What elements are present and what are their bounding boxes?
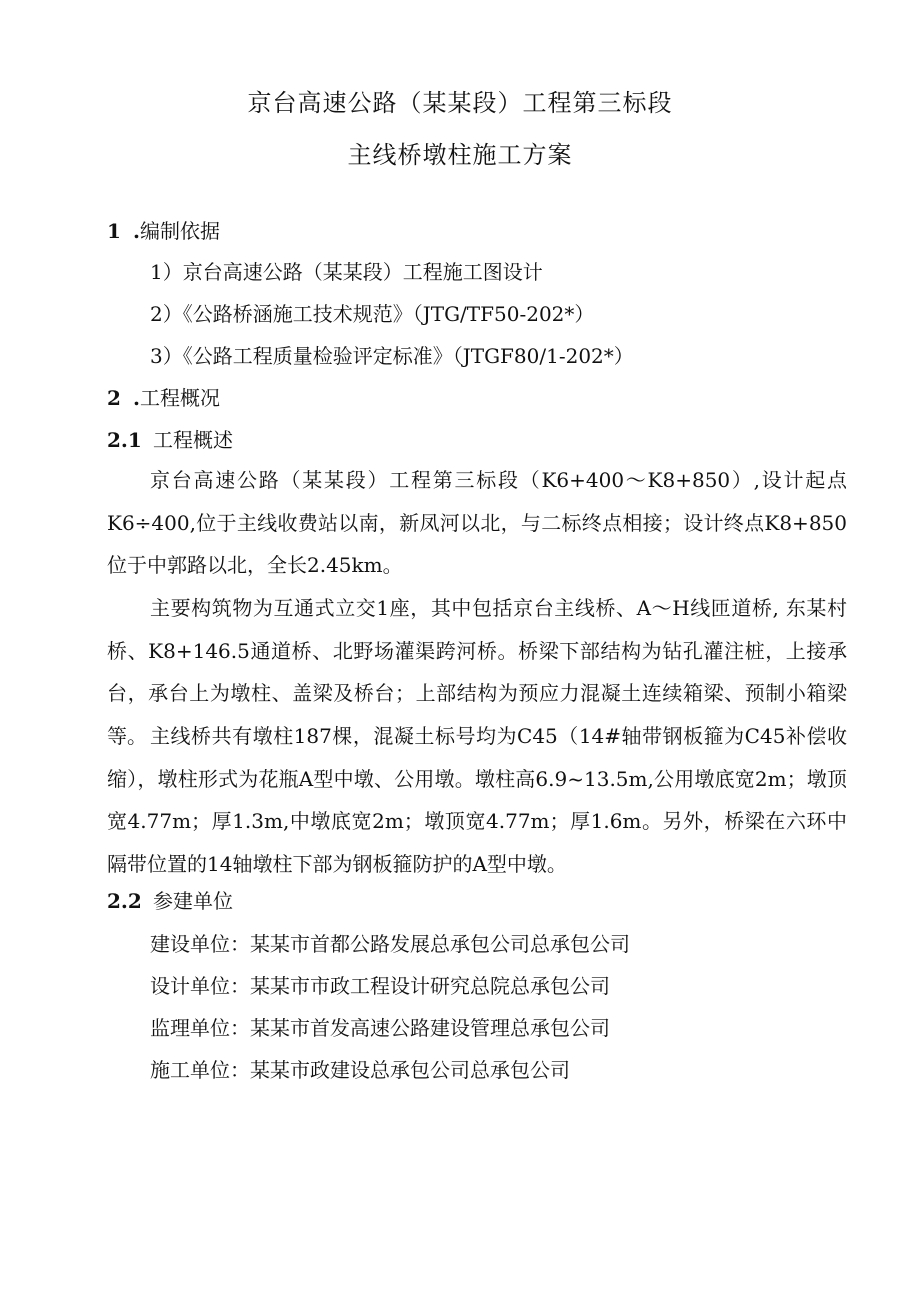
- section-2-1-heading: [107, 427, 233, 453]
- basis-item: 2）《公路桥涵施工技术规范》（JTG/TF50-202*）: [150, 302, 595, 326]
- section-2-2-heading: [107, 888, 233, 914]
- section-number: 1: [107, 219, 121, 243]
- section-number: 2: [107, 386, 121, 410]
- subsection-title: 工程概述: [153, 428, 233, 452]
- section-1-heading: [107, 218, 220, 244]
- unit-item: 设计单位：某某市市政工程设计研究总院总承包公司: [150, 974, 610, 998]
- basis-item: 3）《公路工程质量检验评定标准》（JTGF80/1-202*）: [150, 344, 634, 368]
- section-2-heading: [107, 385, 220, 411]
- section-dot: .: [133, 386, 140, 410]
- unit-item: 监理单位：某某市首发高速公路建设管理总承包公司: [150, 1016, 610, 1040]
- overview-paragraph: 京台高速公路（某某段）工程第三标段（K6+400～K8+850）,设计起点K6÷400,位于主线收费站以南，新凤河以北，与二标终点相接；设计终点K8+850位于中郭路以北，全长2.45km。: [107, 468, 847, 577]
- document-subtitle: 主线桥墩柱施工方案: [347, 141, 573, 169]
- structures-paragraph: 主要构筑物为互通式立交1座，其中包括京台主线桥、A～H线匝道桥, 东某村桥、K8+146.5通道桥、北野场灌渠跨河桥。桥梁下部结构为钻孔灌注桩，上接承台，承台上为墩柱、盖梁及桥台；上部结构为预应力混凝土连续箱梁、预制小箱梁等。: [107, 596, 847, 748]
- section-title: 工程概况: [139, 386, 220, 410]
- piers-paragraph: 主线桥共有墩柱187棵，混凝土标号均为C45（14#轴带钢板箍为C45补偿收缩），墩柱形式为花瓶A型中墩、公用墩。墩柱高6.9~13.5m,公用墩底宽2m；墩顶宽4.77m；厚1.3m,中墩底宽2m；墩顶宽4.77m；厚1.6m。另外，桥梁在六环中隔带位置的14轴墩柱下部为钢板箍防护的A型中墩。: [107, 724, 847, 876]
- subsection-number: 2.2: [107, 889, 142, 913]
- subsection-title: 参建单位: [153, 889, 233, 913]
- document-title: 京台高速公路（某某段）工程第三标段: [247, 89, 673, 117]
- basis-item: 1）京台高速公路（某某段）工程施工图设计: [150, 260, 543, 284]
- subsection-number: 2.1: [107, 428, 142, 452]
- section-dot: .: [133, 219, 140, 243]
- unit-item: 施工单位：某某市政建设总承包公司总承包公司: [150, 1058, 570, 1082]
- section-title: 编制依据: [139, 219, 220, 243]
- unit-item: 建设单位：某某市首都公路发展总承包公司总承包公司: [150, 932, 630, 956]
